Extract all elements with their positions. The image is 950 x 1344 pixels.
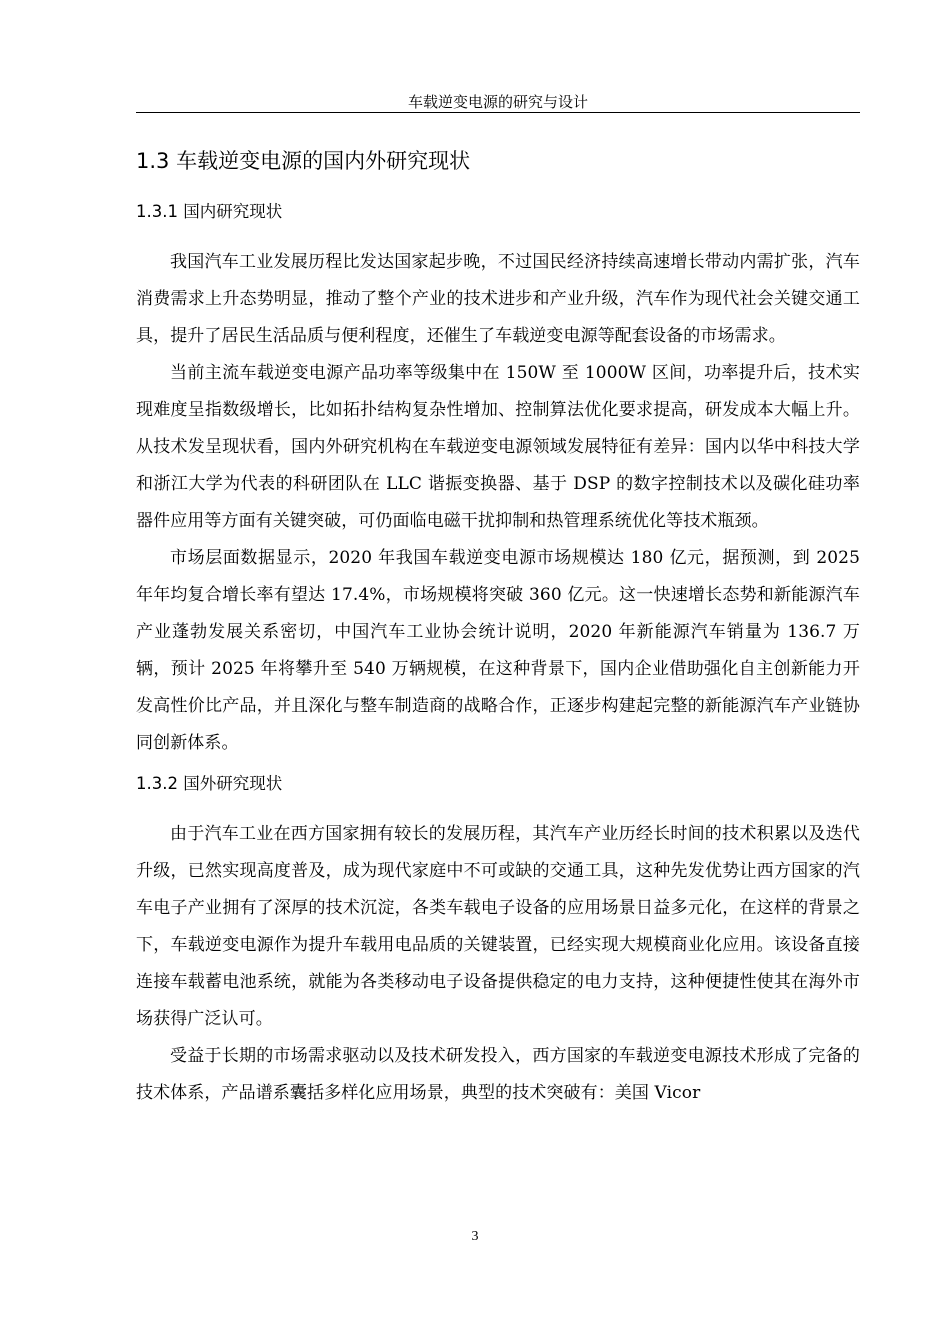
running-header: 车载逆变电源的研究与设计 bbox=[407, 93, 588, 111]
paragraph: 我国汽车工业发展历程比发达国家起步晚，不过国民经济持续高速增长带动内需扩张，汽车消费需求上升态势明显，推动了整个产业的技术进步和产业升级，汽车作为现代社会关键交通工具，提升了居民生活品质与便利程度，还催生了车载逆变电源等配套设备的市场需求。 bbox=[136, 252, 860, 346]
subsection-heading-domestic: 1.3.1 国内研究现状 bbox=[136, 202, 283, 221]
page-number: 3 bbox=[471, 1229, 479, 1244]
header-rule bbox=[136, 112, 860, 113]
paragraph: 当前主流车载逆变电源产品功率等级集中在 150W 至 1000W 区间，功率提升后，技术实现难度呈指数级增长，比如拓扑结构复杂性增加、控制算法优化要求提高，研发成本大幅上升。从技术发呈现状看，国内外研究机构在车载逆变电源领域发展特征有差异：国内以华中科技大学和浙江大学为代表的科研团队在 LLC 谐振变换器、基于 DSP 的数字控制技术以及碳化硅功率器件应用等方面有关键突破，可仍面临电磁干扰抑制和热管理系统优化等技术瓶颈。 bbox=[136, 363, 860, 531]
paragraph: 受益于长期的市场需求驱动以及技术研发投入，西方国家的车载逆变电源技术形成了完备的技术体系，产品谱系囊括多样化应用场景，典型的技术突破有：美国 Vicor bbox=[136, 1046, 860, 1103]
subsection-heading-foreign: 1.3.2 国外研究现状 bbox=[136, 774, 283, 793]
paragraph: 市场层面数据显示，2020 年我国车载逆变电源市场规模达 180 亿元，据预测，到 2025 年年均复合增长率有望达 17.4%，市场规模将突破 360 亿元。这一快速增长态势和新能源汽车产业蓬勃发展关系密切，中国汽车工业协会统计说明，2020 年新能源汽车销量为 136.7 万辆，预计 2025 年将攀升至 540 万辆规模，在这种背景下，国内企业借助强化自主创新能力开发高性价比产品，并且深化与整车制造商的战略合作，正逐步构建起完整的新能源汽车产业链协同创新体系。 bbox=[136, 548, 860, 753]
paragraph: 由于汽车工业在西方国家拥有较长的发展历程，其汽车产业历经长时间的技术积累以及迭代升级，已然实现高度普及，成为现代家庭中不可或缺的交通工具，这种先发优势让西方国家的汽车电子产业拥有了深厚的技术沉淀，各类车载电子设备的应用场景日益多元化，在这样的背景之下，车载逆变电源作为提升车载用电品质的关键装置，已经实现大规模商业化应用。该设备直接连接车载蓄电池系统，就能为各类移动电子设备提供稳定的电力支持，这种便捷性使其在海外市场获得广泛认可。 bbox=[136, 824, 860, 1029]
page-content bbox=[136, 146, 860, 1112]
section-heading: 1.3 车载逆变电源的国内外研究现状 bbox=[136, 149, 471, 173]
